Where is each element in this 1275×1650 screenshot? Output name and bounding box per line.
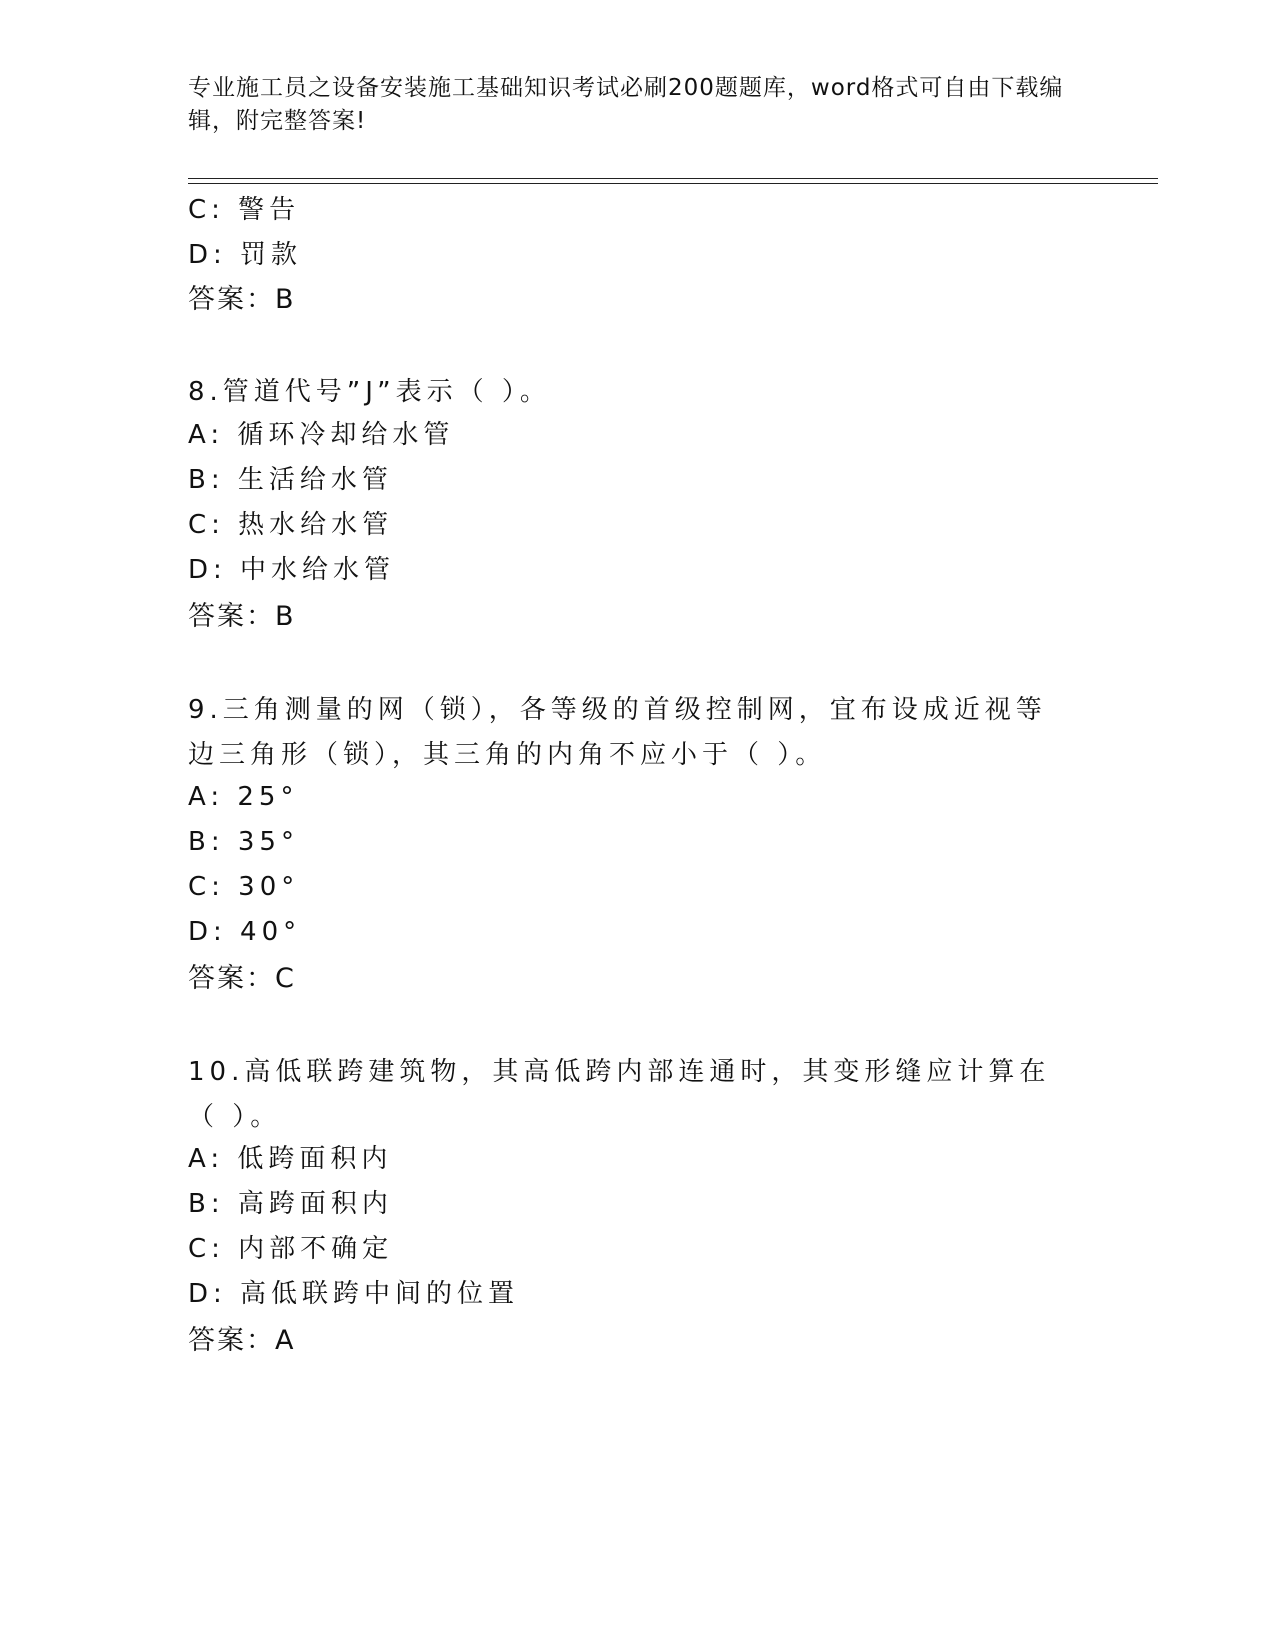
q7-answer: 答案：B [188,284,296,315]
q7-option-c: C: 警告 [188,195,301,225]
q8-option-c: C: 热水给水管 [188,510,394,540]
q10-option-b: B: 高跨面积内 [188,1189,393,1219]
q9-option-b: B: 35° [188,827,299,857]
q8-option-d: D: 中水给水管 [188,555,396,585]
q9-option-c: C: 30° [188,872,300,902]
q10-answer: 答案：A [188,1325,296,1356]
q9-answer: 答案：C [188,963,296,994]
q9-option-a: A: 25° [188,782,299,812]
q9-option-d: D: 40° [188,917,302,947]
header-divider-top [188,178,1158,179]
q8-stem: 8.管道代号”J”表示（ ）。 [188,377,551,407]
q9-stem: 9.三角测量的网（锁），各等级的首级控制网，宜布设成近视等边三角形（锁），其三角的内角不应小于（ ）。 [188,695,1047,770]
q8-option-a: A: 循环冷却给水管 [188,420,455,450]
document-header: 专业施工员之设备安装施工基础知识考试必刷200题题库，word格式可自由下载编辑，附完整答案! [188,75,1064,134]
q10-option-a: A: 低跨面积内 [188,1144,393,1174]
header-divider-bottom [188,183,1158,184]
q10-stem: 10.高低联跨建筑物，其高低跨内部连通时，其变形缝应计算在（ ）。 [188,1057,1051,1132]
q8-option-b: B: 生活给水管 [188,465,393,495]
q7-option-d: D: 罚款 [188,240,303,270]
q10-option-d: D: 高低联跨中间的位置 [188,1279,520,1309]
q8-answer: 答案：B [188,601,296,632]
q10-option-c: C: 内部不确定 [188,1234,394,1264]
